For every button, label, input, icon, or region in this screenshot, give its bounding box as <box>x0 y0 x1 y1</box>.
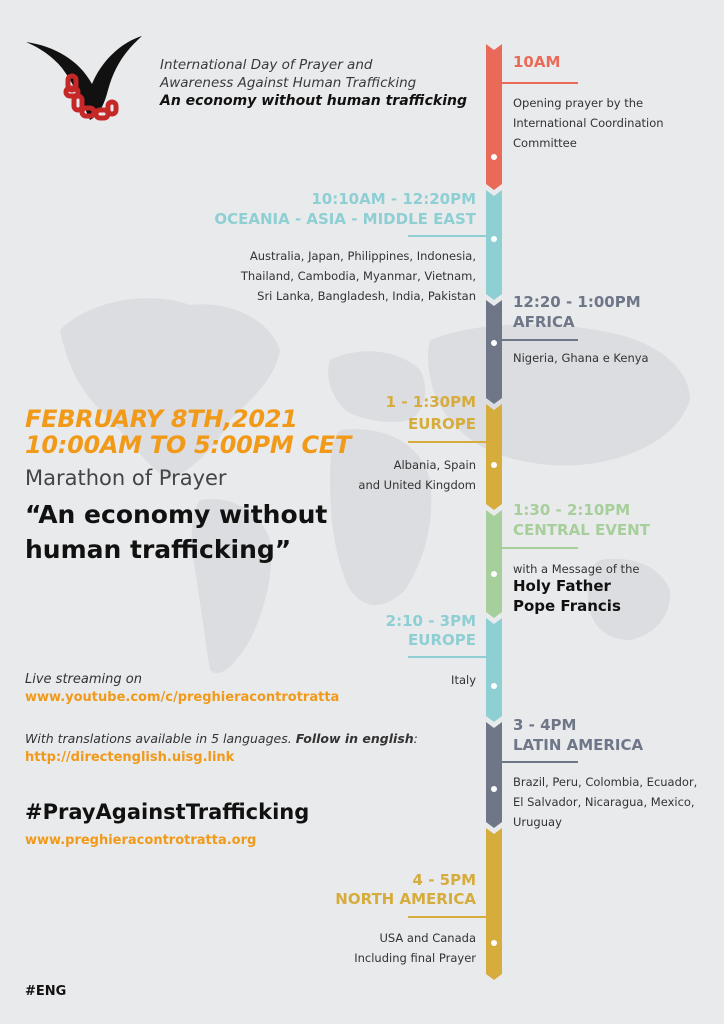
schedule-time-0: 10AM <box>513 53 561 71</box>
header-slogan: An economy without human trafficking <box>160 93 467 109</box>
event-quote-line-1: “An economy without <box>25 500 328 529</box>
schedule-divider-6 <box>502 761 578 763</box>
timeline-dot <box>491 462 497 468</box>
pope-francis-line: Pope Francis <box>513 597 621 615</box>
schedule-region-4: CENTRAL EVENT <box>513 521 650 539</box>
event-quote-line-2: human trafficking” <box>25 535 292 564</box>
schedule-desc-1 <box>241 246 476 306</box>
schedule-desc-3 <box>358 455 476 495</box>
event-date: FEBRUARY 8TH,2021 <box>25 405 298 433</box>
desc-line: International Coordination <box>513 116 664 130</box>
follow-english-label: Follow in english <box>295 731 414 746</box>
desc-line: Opening prayer by the <box>513 96 644 110</box>
schedule-divider-2 <box>502 339 578 341</box>
schedule-desc-5 <box>451 670 476 690</box>
desc-line: and United Kingdom <box>358 478 476 492</box>
desc-line: Nigeria, Ghana e Kenya <box>513 351 649 365</box>
schedule-divider-1 <box>408 235 486 237</box>
english-link[interactable]: http://directenglish.uisg.link <box>25 750 235 765</box>
timeline-segment <box>486 828 502 980</box>
timeline-segment <box>486 190 502 300</box>
live-streaming-label: Live streaming on <box>25 672 142 687</box>
desc-line: Thailand, Cambodia, Myanmar, Vietnam, <box>240 269 476 283</box>
timeline-segment <box>486 722 502 828</box>
schedule-desc-2 <box>513 348 649 368</box>
schedule-region-1: OCEANIA - ASIA - MIDDLE EAST <box>214 210 476 228</box>
timeline-dot <box>491 683 497 689</box>
timeline-dot <box>491 571 497 577</box>
schedule-region-2: AFRICA <box>513 313 575 331</box>
timeline-dot <box>491 786 497 792</box>
schedule-desc-4 <box>513 559 639 579</box>
youtube-link[interactable]: www.youtube.com/c/preghieracontrotratta <box>25 690 340 705</box>
timeline-dot <box>491 154 497 160</box>
schedule-region-3: EUROPE <box>408 415 476 433</box>
schedule-time-7: 4 - 5PM <box>412 871 476 889</box>
bird-chain-logo <box>24 36 144 128</box>
header-line-2: Awareness Against Human Trafficking <box>160 75 417 91</box>
header-line-1: International Day of Prayer and <box>160 57 373 73</box>
schedule-time-6: 3 - 4PM <box>513 716 577 734</box>
timeline-dot <box>491 236 497 242</box>
timeline-segment <box>486 510 502 618</box>
desc-line: Including final Prayer <box>354 951 476 965</box>
translations-colon: : <box>413 731 418 746</box>
schedule-divider-7 <box>408 916 486 918</box>
desc-line: Sri Lanka, Bangladesh, India, Pakistan <box>257 289 476 303</box>
schedule-divider-5 <box>408 656 486 658</box>
desc-line: Italy <box>451 673 476 687</box>
desc-line: Committee <box>513 136 577 150</box>
desc-line: Albania, Spain <box>393 458 476 472</box>
language-tag: #ENG <box>25 984 67 999</box>
schedule-desc-7 <box>354 928 476 968</box>
desc-line: with a Message of the <box>513 562 640 576</box>
timeline-segment <box>486 44 502 190</box>
translations-text <box>25 731 418 746</box>
translations-note: With translations available in 5 languages. <box>25 731 296 746</box>
schedule-divider-3 <box>408 441 486 443</box>
timeline-segment <box>486 300 502 404</box>
desc-line: El Salvador, Nicaragua, Mexico, <box>513 795 695 809</box>
event-time: 10:00AM TO 5:00PM CET <box>25 431 351 459</box>
schedule-time-5: 2:10 - 3PM <box>385 612 476 630</box>
timeline-dot <box>491 940 497 946</box>
schedule-desc-0 <box>513 93 664 153</box>
schedule-region-7: NORTH AMERICA <box>335 890 476 908</box>
schedule-region-6: LATIN AMERICA <box>513 736 644 754</box>
schedule-time-4: 1:30 - 2:10PM <box>513 501 631 519</box>
timeline-segment <box>486 404 502 510</box>
website-link[interactable]: www.preghieracontrotratta.org <box>25 833 257 848</box>
desc-line: Australia, Japan, Philippines, Indonesia, <box>249 249 476 263</box>
hashtag: #PrayAgainstTrafficking <box>25 800 310 824</box>
holy-father-line: Holy Father <box>513 577 611 595</box>
desc-line: USA and Canada <box>379 931 476 945</box>
schedule-divider-0 <box>502 82 578 84</box>
schedule-region-5: EUROPE <box>408 631 476 649</box>
desc-line: Uruguay <box>513 815 562 829</box>
schedule-time-3: 1 - 1:30PM <box>385 393 476 411</box>
event-subtitle: Marathon of Prayer <box>25 466 227 490</box>
schedule-time-1: 10:10AM - 12:20PM <box>311 190 476 208</box>
timeline-segment <box>486 618 502 722</box>
timeline-dot <box>491 340 497 346</box>
schedule-desc-6 <box>513 772 697 832</box>
schedule-time-2: 12:20 - 1:00PM <box>513 293 641 311</box>
schedule-divider-4 <box>502 547 578 549</box>
desc-line: Brazil, Peru, Colombia, Ecuador, <box>513 775 698 789</box>
